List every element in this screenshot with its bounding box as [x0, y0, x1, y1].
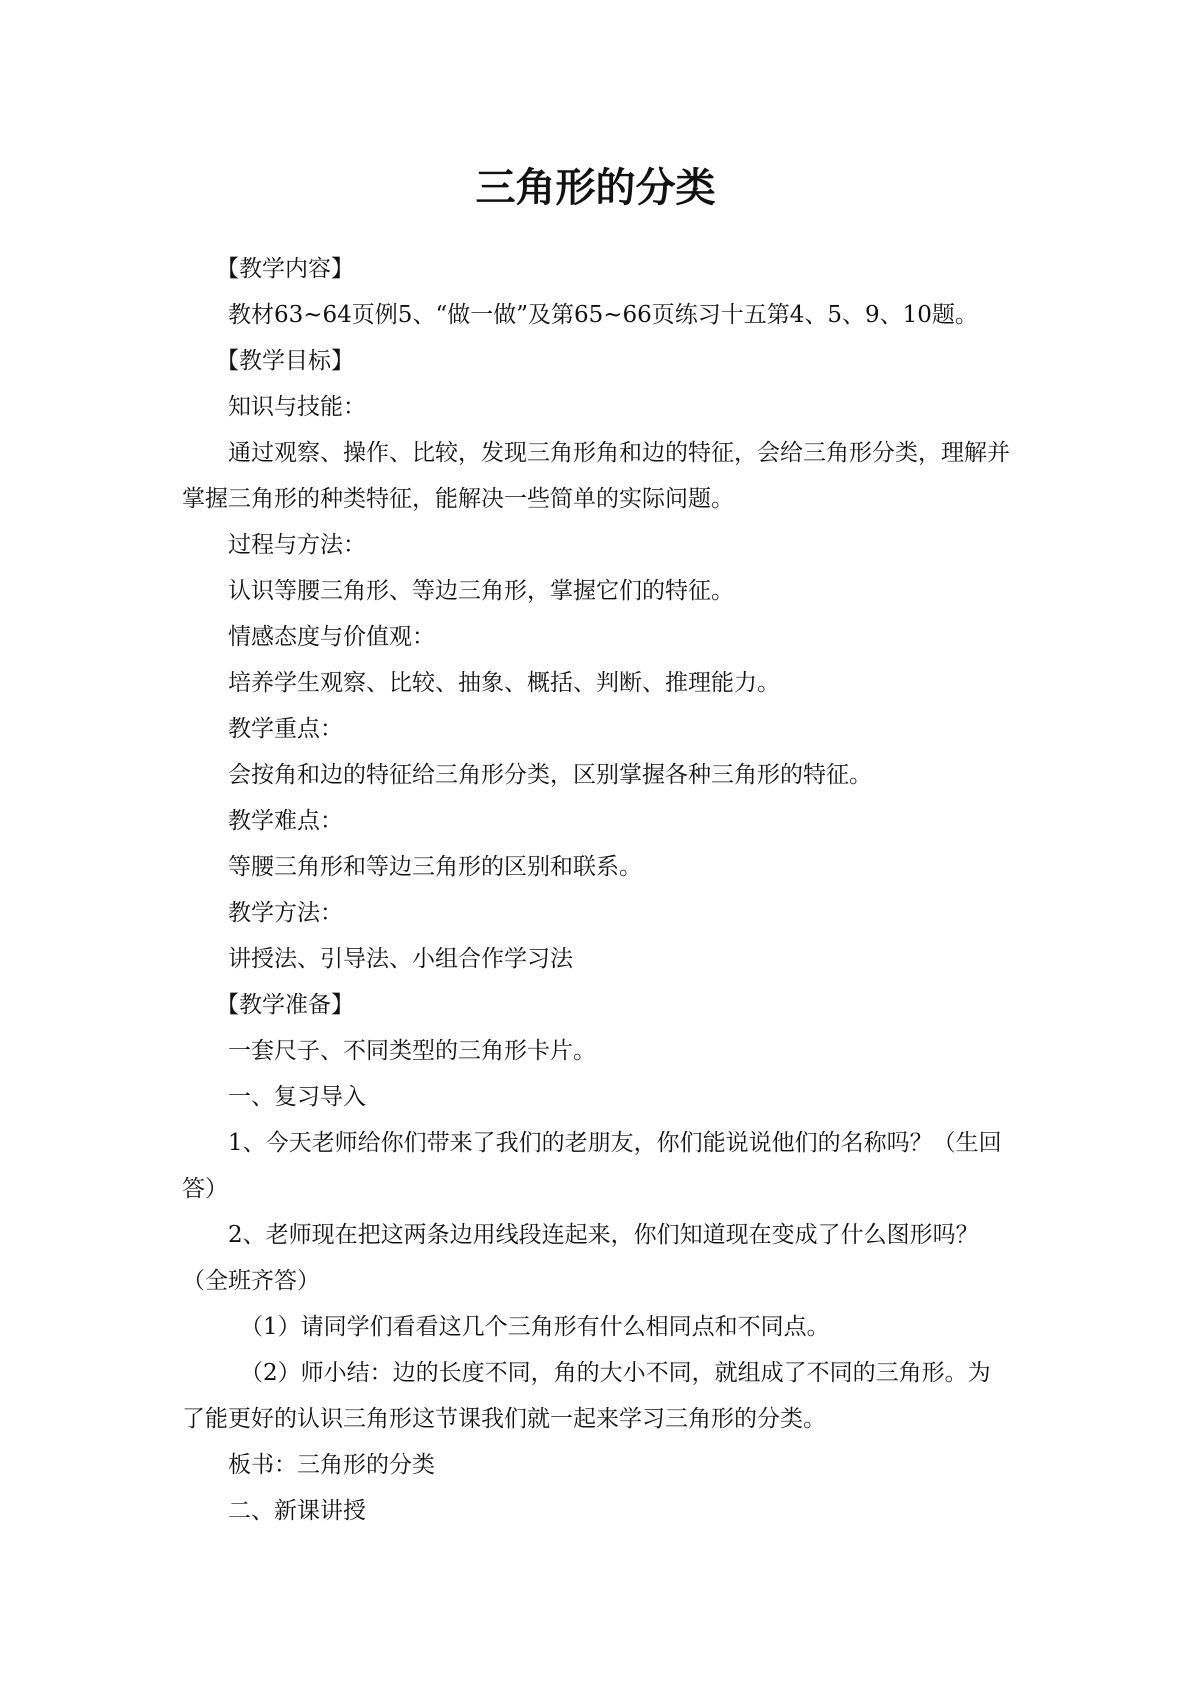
subheading-emotion-values: 情感态度与价值观：	[228, 624, 435, 650]
subheading-process-method: 过程与方法：	[228, 532, 366, 558]
subheading-knowledge-skills: 知识与技能：	[228, 394, 366, 420]
paragraph-emotion-values: 培养学生观察、比较、抽象、概括、判断、推理能力。	[228, 670, 780, 696]
section-heading-review: 一、复习导入	[228, 1084, 366, 1110]
paragraph-review-2: 2、老师现在把这两条边用线段连起来，你们知道现在变成了什么图形吗？（全班齐答）	[182, 1222, 979, 1294]
document-body	[182, 246, 1012, 1534]
document-title: 三角形的分类	[475, 164, 716, 211]
subheading-methods: 教学方法：	[228, 900, 343, 926]
paragraph-review-2-2: （2）师小结：边的长度不同，角的大小不同，就组成了不同的三角形。为了能更好的认识三角形这节课我们就一起来学习三角形的分类。	[182, 1360, 991, 1432]
paragraph-review-1: 1、今天老师给你们带来了我们的老朋友，你们能说说他们的名称吗？（生回答）	[182, 1130, 1002, 1202]
paragraph-review-2-1: （1）请同学们看看这几个三角形有什么相同点和不同点。	[240, 1314, 830, 1340]
paragraph-preparation: 一套尺子、不同类型的三角形卡片。	[228, 1038, 596, 1064]
paragraph-teaching-content: 教材63~64页例5、“做一做”及第65~66页练习十五第4、5、9、10题。	[228, 302, 978, 328]
paragraph-methods: 讲授法、引导法、小组合作学习法	[228, 946, 573, 972]
paragraph-process-method: 认识等腰三角形、等边三角形，掌握它们的特征。	[228, 578, 734, 604]
section-heading-new-lesson: 二、新课讲授	[228, 1498, 366, 1524]
subheading-key-points: 教学重点：	[228, 716, 343, 742]
section-heading-teaching-content: 【教学内容】	[216, 256, 354, 282]
paragraph-difficulties: 等腰三角形和等边三角形的区别和联系。	[228, 854, 642, 880]
subheading-difficulties: 教学难点：	[228, 808, 343, 834]
paragraph-board-writing: 板书：三角形的分类	[228, 1452, 435, 1478]
section-heading-preparation: 【教学准备】	[216, 992, 354, 1018]
paragraph-knowledge-skills: 通过观察、操作、比较，发现三角形角和边的特征，会给三角形分类，理解并掌握三角形的种类特征，能解决一些简单的实际问题。	[182, 440, 1010, 512]
section-heading-teaching-goals: 【教学目标】	[216, 348, 354, 374]
paragraph-key-points: 会按角和边的特征给三角形分类，区别掌握各种三角形的特征。	[228, 762, 872, 788]
